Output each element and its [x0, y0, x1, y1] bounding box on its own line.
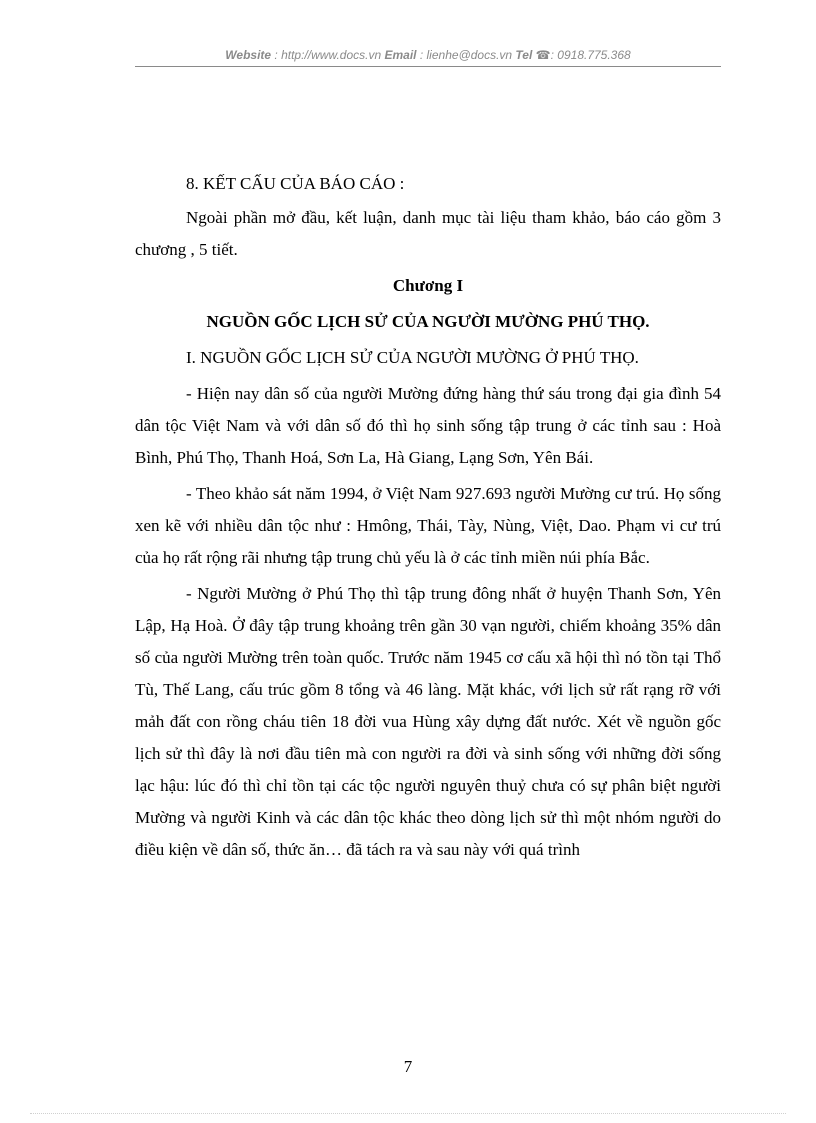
header-tel-label: Tel	[515, 48, 533, 62]
paragraph-1: - Hiện nay dân số của người Mường đứng hàng thứ sáu trong đại gia đình 54 dân tộc Việt Nam và với dân số đó thì họ sinh sống tập trung ở các tỉnh sau : Hoà Bình, Phú Thọ, Thanh Hoá, Sơn La, Hà Giang, Lạng Sơn, Yên Bái.	[135, 384, 721, 467]
page-number: 7	[403, 1057, 413, 1076]
header-divider	[135, 66, 721, 67]
page-header	[135, 48, 721, 62]
header-email-label: Email	[384, 48, 417, 62]
paragraph-3: - Người Mường ở Phú Thọ thì tập trung đông nhất ở huyện Thanh Sơn, Yên Lập, Hạ Hoà. Ở đây tập trung khoảng trên gần 30 vạn người, chiếm khoảng 35% dân số của người Mường trên toàn quốc. Trước năm 1945 cơ cấu xã hội thì nó tồn tại Thổ Tù, Thế Lang, cấu trúc gồm 8 tổng và 46 làng. Mặt khác, với lịch sử rất rạng rỡ với mảh đất con rồng cháu tiên 18 đời vua Hùng xây dựng đất nước. Xét về nguồn gốc lịch sử thì đây là nơi đầu tiên mà con người ra đời và sinh sống với những đời sống lạc hậu: lúc đó thì chỉ tồn tại các tộc người nguyên thuỷ chưa có sự phân biệt người Mường và người Kinh và các dân tộc khác theo dòng lịch sử thì một nhóm người do điều kiện về dân số, thức ăn… đã tách ra và sau này với quá trình	[135, 584, 721, 859]
header-email-value: : lienhe@docs.vn	[419, 48, 513, 62]
section-8-heading: 8. KẾT CẤU CỦA BÁO CÁO :	[186, 174, 405, 193]
header-website-label: Website	[225, 48, 272, 62]
bottom-divider	[30, 1113, 786, 1114]
header-website-value: : http://www.docs.vn	[274, 48, 382, 62]
section-i-heading: I. NGUỒN GỐC LỊCH SỬ CỦA NGƯỜI MƯỜNG Ở PHÚ THỌ.	[186, 348, 639, 367]
chapter-title: Chương I	[392, 276, 464, 295]
chapter-subtitle: NGUỒN GỐC LỊCH SỬ CỦA NGƯỜI MƯỜNG PHÚ THỌ.	[206, 312, 650, 331]
section-8-text: Ngoài phần mở đầu, kết luận, danh mục tài liệu tham khảo, báo cáo gồm 3 chương , 5 tiết.	[135, 208, 721, 259]
paragraph-2: - Theo khảo sát năm 1994, ở Việt Nam 927.693 người Mường cư trú. Họ sống xen kẽ với nhiều dân tộc như : Hmông, Thái, Tày, Nùng, Việt, Dao. Phạm vi cư trú của họ rất rộng rãi nhưng tập trung chủ yếu là ở các tỉnh miền núi phía Bắc.	[135, 484, 721, 567]
document-body	[135, 168, 721, 870]
phone-icon: ☎	[535, 48, 551, 62]
header-tel-value: : 0918.775.368	[550, 48, 631, 62]
